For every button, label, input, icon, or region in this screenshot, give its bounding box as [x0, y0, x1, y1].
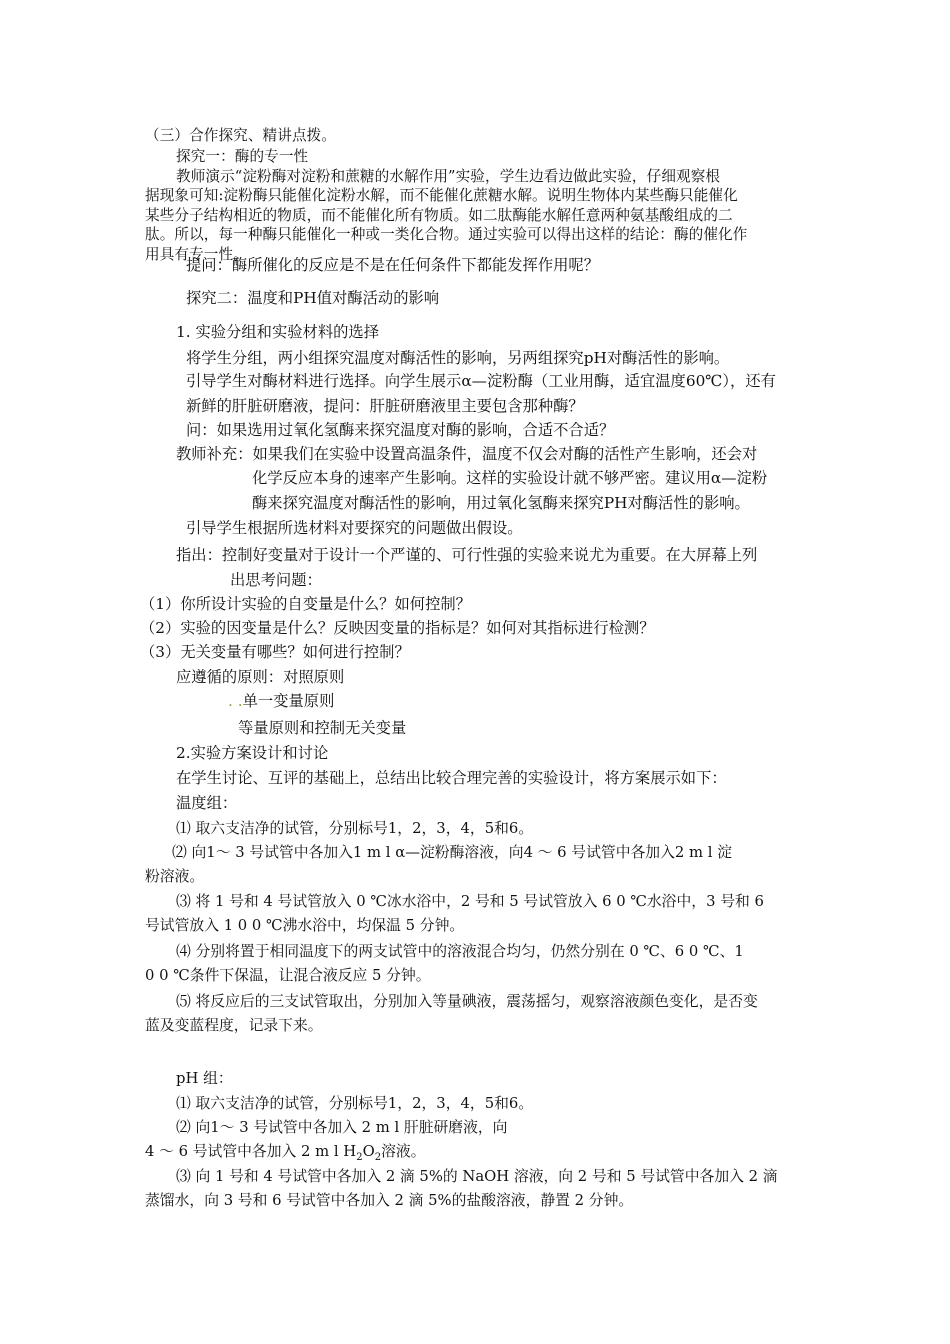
margin-mark: . . — [228, 692, 243, 710]
temp-step-2-line-2: 粉溶液。 — [145, 868, 205, 885]
ph-step-3-line-2: 蒸馏水，向 3 号和 6 号试管中各加入 2 滴 5%的盐酸溶液，静置 2 分钟。 — [145, 1192, 634, 1209]
topic-2-title: 探究二：温度和PH值对酶活动的影响 — [186, 289, 440, 307]
teacher-line-3: 酶来探究温度对酶活性的影响，用过氧化氢酶来探究PH对酶活性的影响。 — [252, 494, 750, 512]
paragraph-line-2: 据现象可知:淀粉酶只能催化淀粉水解，而不能催化蔗糖水解。说明生物体内某些酶只能催化 — [145, 187, 738, 204]
temp-step-4-line-2: 0 0 ℃条件下保温，让混合液反应 5 分钟。 — [145, 967, 431, 984]
ph-step-2-text-b: O — [362, 1143, 375, 1160]
ph-step-2-text-c: 溶液。 — [381, 1143, 426, 1160]
guide-line-2: 新鲜的肝脏研磨液，提问：肝脏研磨液里主要包含那种酶？ — [186, 397, 584, 415]
grouping-line: 将学生分组，两小组探究温度对酶活性的影响，另两组探究pH对酶活性的影响。 — [186, 349, 730, 367]
point-line-2: 出思考问题： — [230, 571, 322, 589]
ph-step-2-line-1: ⑵ 向1～ 3 号试管中各加入 2 m l 肝脏研磨液，向 — [176, 1119, 508, 1136]
paragraph-line-1: 教师演示“淀粉酶对淀粉和蔗糖的水解作用”实验，学生边看边做此实验，仔细观察根 — [176, 168, 721, 185]
ph-step-3-line-1: ⑶ 向 1 号和 4 号试管中各加入 2 滴 5%的 NaOH 溶液，向 2 号和 5 号试管中各加入 2 滴 — [176, 1168, 778, 1185]
question-3: （3）无关变量有哪些？如何进行控制？ — [140, 643, 410, 661]
ph-step-1: ⑴ 取六支洁净的试管，分别标号1，2，3，4，5和6。 — [176, 1095, 534, 1112]
ph-step-2-line-2 — [145, 1145, 426, 1163]
guide-line-1: 引导学生对酶材料进行选择。向学生展示α—淀粉酶（工业用酶，适宜温度60℃），还有 — [186, 372, 776, 390]
ph-group-label: pH 组： — [176, 1070, 233, 1087]
temp-step-4-line-1: ⑷ 分别将置于相同温度下的两支试管中的溶液混合均匀，仍然分别在 0 ℃、6 0 ℃、1 — [176, 943, 744, 960]
section-heading: （三）合作探究、精讲点拨。 — [145, 127, 337, 144]
teacher-line-1: 教师补充：如果我们在实验中设置高温条件，温度不仅会对酶的活性产生影响，还会对 — [176, 445, 758, 463]
intro-line: 在学生讨论、互评的基础上，总结出比较合理完善的实验设计，将方案展示如下： — [176, 769, 727, 787]
paragraph-line-4: 肽。所以，每一种酶只能催化一种或一类化合物。通过实验可以得出这样的结论：酶的催化作 — [145, 226, 748, 243]
item-2-title: 2.实验方案设计和讨论 — [176, 744, 329, 762]
temp-step-1: ⑴ 取六支洁净的试管，分别标号1，2，3，4，5和6。 — [176, 820, 534, 837]
paragraph-line-5: 用具有专一性。 — [145, 246, 248, 263]
temp-step-2-line-1: ⑵ 向1～ 3 号试管中各加入1 m l α—淀粉酶溶液，向4 ～ 6 号试管中各加入2 m l 淀 — [172, 844, 732, 861]
subscript-2: 2 — [356, 1151, 363, 1163]
temp-step-3-line-2: 号试管放入 1 0 0 ℃沸水浴中，均保温 5 分钟。 — [145, 917, 465, 934]
item-1-title: 1. 实验分组和实验材料的选择 — [176, 323, 380, 341]
principle-line-1: 应遵循的原则：对照原则 — [176, 668, 345, 686]
subscript-2b: 2 — [374, 1151, 382, 1163]
temp-step-3-line-1: ⑶ 将 1 号和 4 号试管放入 0 ℃冰水浴中，2 号和 5 号试管放入 6 0 ℃水浴中，3 号和 6 — [176, 893, 764, 910]
temp-step-5-line-2: 蓝及变蓝程度，记录下来。 — [145, 1017, 323, 1034]
ask-line: 问：如果选用过氧化氢酶来探究温度对酶的影响，合适不合适？ — [186, 421, 615, 439]
temp-group-label: 温度组： — [176, 794, 238, 812]
ph-step-2-text-a: 4 ～ 6 号试管中各加入 2 m l H — [145, 1143, 357, 1160]
topic-1-title: 探究一：酶的专一性 — [176, 148, 309, 165]
point-line-1: 指出：控制好变量对于设计一个严谨的、可行性强的实验来说尤为重要。在大屏幕上列 — [176, 546, 758, 564]
temp-step-5-line-1: ⑸ 将反应后的三支试管取出，分别加入等量碘液，震荡摇匀，观察溶液颜色变化，是否变 — [176, 993, 758, 1010]
principle-line-3: 等量原则和控制无关变量 — [238, 719, 407, 737]
question-1: （1）你所设计实验的自变量是什么？如何控制？ — [140, 595, 471, 613]
question-line: 提问：酶所催化的反应是不是在任何条件下都能发挥作用呢？ — [186, 256, 600, 274]
guide-line-3: 引导学生根据所选材料对要探究的问题做出假设。 — [186, 519, 523, 537]
teacher-line-2: 化学反应本身的速率产生影响。这样的实验设计就不够严密。建议用α—淀粉 — [252, 469, 768, 487]
paragraph-line-3: 某些分子结构相近的物质，而不能催化所有物质。如二肽酶能水解任意两种氨基酸组成的二 — [145, 207, 733, 224]
principle-text-2: 单一变量原则 — [242, 692, 335, 710]
question-2: （2）实验的因变量是什么？反映因变量的指标是？如何对其指标进行检测？ — [140, 619, 655, 637]
principle-line-2 — [228, 694, 334, 709]
